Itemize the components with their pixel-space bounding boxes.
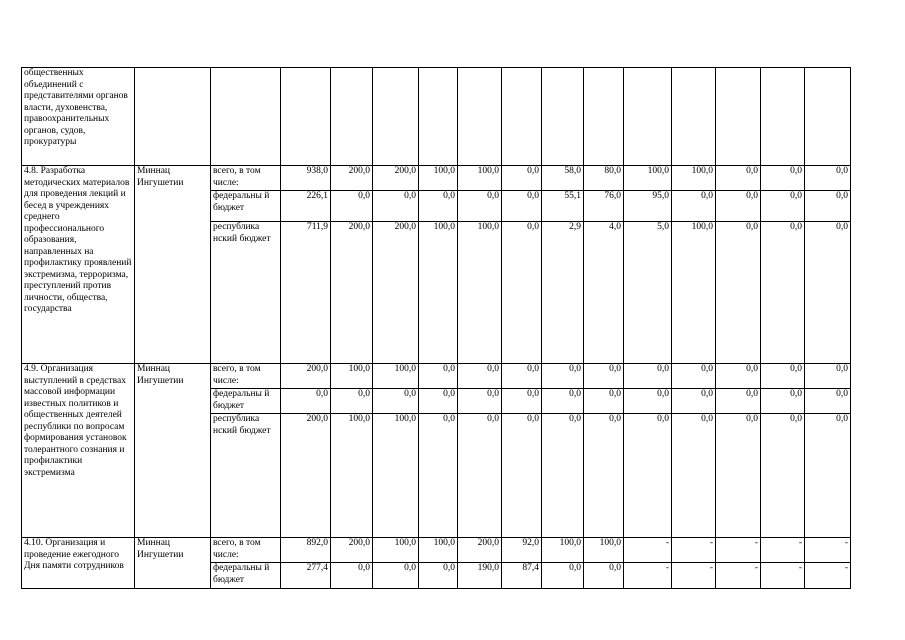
amount-cell: [373, 68, 419, 166]
amount-cell: 0,0: [761, 364, 805, 389]
amount-cell: [624, 68, 672, 166]
funding-source: федеральны й бюджет: [211, 389, 281, 414]
amount-cell: 5,0: [624, 222, 672, 364]
amount-cell: 0,0: [502, 364, 542, 389]
amount-cell: -: [805, 538, 851, 563]
amount-cell: 0,0: [458, 191, 502, 222]
table-row: [22, 364, 851, 389]
amount-cell: [761, 68, 805, 166]
funding-source: всего, в том числе:: [211, 166, 281, 191]
amount-cell: 0,0: [502, 191, 542, 222]
amount-total: 938,0: [281, 166, 331, 191]
executor-cell: Миннац Ингушетии: [135, 538, 211, 589]
amount-cell: -: [761, 563, 805, 589]
amount-cell: 0,0: [331, 563, 373, 589]
amount-cell: 0,0: [373, 191, 419, 222]
amount-cell: 0,0: [716, 166, 761, 191]
amount-cell: 0,0: [805, 222, 851, 364]
measure-description: общественных объединений с представителями органов власти, духовенства, правоохранительных органов, судов, прокуратуры: [22, 68, 135, 166]
amount-cell: 100,0: [458, 166, 502, 191]
amount-cell: 0,0: [458, 389, 502, 414]
amount-cell: 100,0: [419, 166, 458, 191]
amount-cell: 2,9: [542, 222, 584, 364]
amount-cell: 0,0: [584, 389, 624, 414]
table-row: [22, 166, 851, 191]
amount-cell: 0,0: [542, 563, 584, 589]
amount-cell: -: [761, 538, 805, 563]
amount-cell: [805, 68, 851, 166]
amount-cell: 0,0: [502, 166, 542, 191]
amount-cell: 0,0: [672, 389, 716, 414]
amount-cell: [716, 68, 761, 166]
amount-cell: 0,0: [584, 414, 624, 538]
amount-cell: 0,0: [672, 414, 716, 538]
amount-cell: 0,0: [584, 563, 624, 589]
table-row: [22, 538, 851, 563]
amount-cell: 100,0: [542, 538, 584, 563]
funding-source: республика нский бюджет: [211, 222, 281, 364]
amount-cell: 87,4: [502, 563, 542, 589]
amount-cell: 100,0: [419, 538, 458, 563]
amount-cell: 0,0: [672, 364, 716, 389]
executor-cell: Миннац Ингушетии: [135, 166, 211, 364]
amount-cell: 0,0: [331, 191, 373, 222]
amount-total: [281, 68, 331, 166]
amount-cell: 0,0: [458, 414, 502, 538]
amount-cell: 0,0: [624, 364, 672, 389]
amount-cell: 100,0: [373, 538, 419, 563]
amount-total: 226,1: [281, 191, 331, 222]
amount-cell: -: [805, 563, 851, 589]
amount-cell: 0,0: [805, 166, 851, 191]
amount-cell: 100,0: [584, 538, 624, 563]
amount-cell: 0,0: [542, 414, 584, 538]
amount-cell: 0,0: [761, 414, 805, 538]
amount-cell: 0,0: [584, 364, 624, 389]
amount-cell: 0,0: [542, 389, 584, 414]
amount-cell: 0,0: [761, 222, 805, 364]
funding-source: всего, в том числе:: [211, 538, 281, 563]
funding-source: федеральны й бюджет: [211, 191, 281, 222]
amount-cell: 190,0: [458, 563, 502, 589]
amount-cell: 0,0: [805, 364, 851, 389]
executor-cell: Миннац Ингушетии: [135, 364, 211, 538]
amount-cell: [502, 68, 542, 166]
amount-cell: 0,0: [716, 364, 761, 389]
amount-cell: 4,0: [584, 222, 624, 364]
amount-cell: 0,0: [419, 563, 458, 589]
amount-cell: 0,0: [419, 191, 458, 222]
funding-source: федеральны й бюджет: [211, 563, 281, 589]
amount-cell: 0,0: [542, 364, 584, 389]
amount-cell: 0,0: [624, 389, 672, 414]
amount-cell: 0,0: [502, 222, 542, 364]
amount-cell: 100,0: [373, 414, 419, 538]
amount-cell: 95,0: [624, 191, 672, 222]
table-row: [22, 68, 851, 166]
amount-cell: 55,1: [542, 191, 584, 222]
amount-cell: -: [672, 538, 716, 563]
amount-cell: 0,0: [419, 414, 458, 538]
amount-cell: [458, 68, 502, 166]
amount-cell: 0,0: [419, 389, 458, 414]
amount-cell: 0,0: [624, 414, 672, 538]
amount-cell: 0,0: [419, 364, 458, 389]
measure-description: 4.8. Разработка методических материалов для проведения лекций и бесед в учреждениях среднего профессионального образования, направленных на профилактику проявлений экстремизма, терроризма, преступлений против личности, общества, государства: [22, 166, 135, 364]
amount-cell: 0,0: [716, 414, 761, 538]
amount-cell: 200,0: [331, 222, 373, 364]
amount-cell: 100,0: [624, 166, 672, 191]
amount-cell: 200,0: [331, 538, 373, 563]
amount-total: 711,9: [281, 222, 331, 364]
amount-total: 200,0: [281, 364, 331, 389]
amount-total: 200,0: [281, 414, 331, 538]
amount-cell: 80,0: [584, 166, 624, 191]
budget-table: [21, 67, 851, 589]
funding-source: всего, в том числе:: [211, 364, 281, 389]
amount-cell: 0,0: [716, 389, 761, 414]
amount-cell: 100,0: [672, 222, 716, 364]
funding-source: [211, 68, 281, 166]
amount-cell: 200,0: [373, 166, 419, 191]
measure-description: 4.9. Организация выступлений в средствах массовой информации известных политиков и общественных деятелей республики по вопросам формирования установок толерантного сознания и профилактики экстремизма: [22, 364, 135, 538]
amount-total: 0,0: [281, 389, 331, 414]
amount-cell: 100,0: [331, 364, 373, 389]
funding-source: республика нский бюджет: [211, 414, 281, 538]
measure-description: 4.10. Организация и проведение ежегодного Дня памяти сотрудников: [22, 538, 135, 589]
amount-cell: [331, 68, 373, 166]
amount-cell: [542, 68, 584, 166]
amount-cell: -: [624, 538, 672, 563]
amount-cell: [584, 68, 624, 166]
amount-cell: 0,0: [331, 389, 373, 414]
amount-cell: [419, 68, 458, 166]
amount-cell: 0,0: [502, 414, 542, 538]
amount-cell: 0,0: [502, 389, 542, 414]
amount-cell: 100,0: [331, 414, 373, 538]
amount-cell: -: [716, 538, 761, 563]
amount-cell: [672, 68, 716, 166]
amount-cell: 200,0: [331, 166, 373, 191]
amount-cell: -: [672, 563, 716, 589]
amount-cell: 0,0: [672, 191, 716, 222]
amount-cell: -: [624, 563, 672, 589]
amount-cell: 0,0: [761, 191, 805, 222]
amount-cell: 100,0: [373, 364, 419, 389]
amount-cell: 200,0: [458, 538, 502, 563]
amount-cell: 76,0: [584, 191, 624, 222]
amount-cell: 100,0: [672, 166, 716, 191]
amount-cell: 0,0: [805, 389, 851, 414]
amount-cell: 0,0: [761, 389, 805, 414]
amount-cell: 100,0: [419, 222, 458, 364]
amount-cell: 0,0: [373, 389, 419, 414]
amount-cell: 100,0: [458, 222, 502, 364]
amount-cell: 0,0: [761, 166, 805, 191]
amount-cell: 0,0: [373, 563, 419, 589]
amount-cell: 0,0: [716, 222, 761, 364]
executor-cell: [135, 68, 211, 166]
amount-cell: 0,0: [805, 191, 851, 222]
amount-total: 892,0: [281, 538, 331, 563]
amount-total: 277,4: [281, 563, 331, 589]
amount-cell: 0,0: [716, 191, 761, 222]
amount-cell: 92,0: [502, 538, 542, 563]
amount-cell: 0,0: [458, 364, 502, 389]
amount-cell: 200,0: [373, 222, 419, 364]
amount-cell: 58,0: [542, 166, 584, 191]
amount-cell: 0,0: [805, 414, 851, 538]
amount-cell: -: [716, 563, 761, 589]
